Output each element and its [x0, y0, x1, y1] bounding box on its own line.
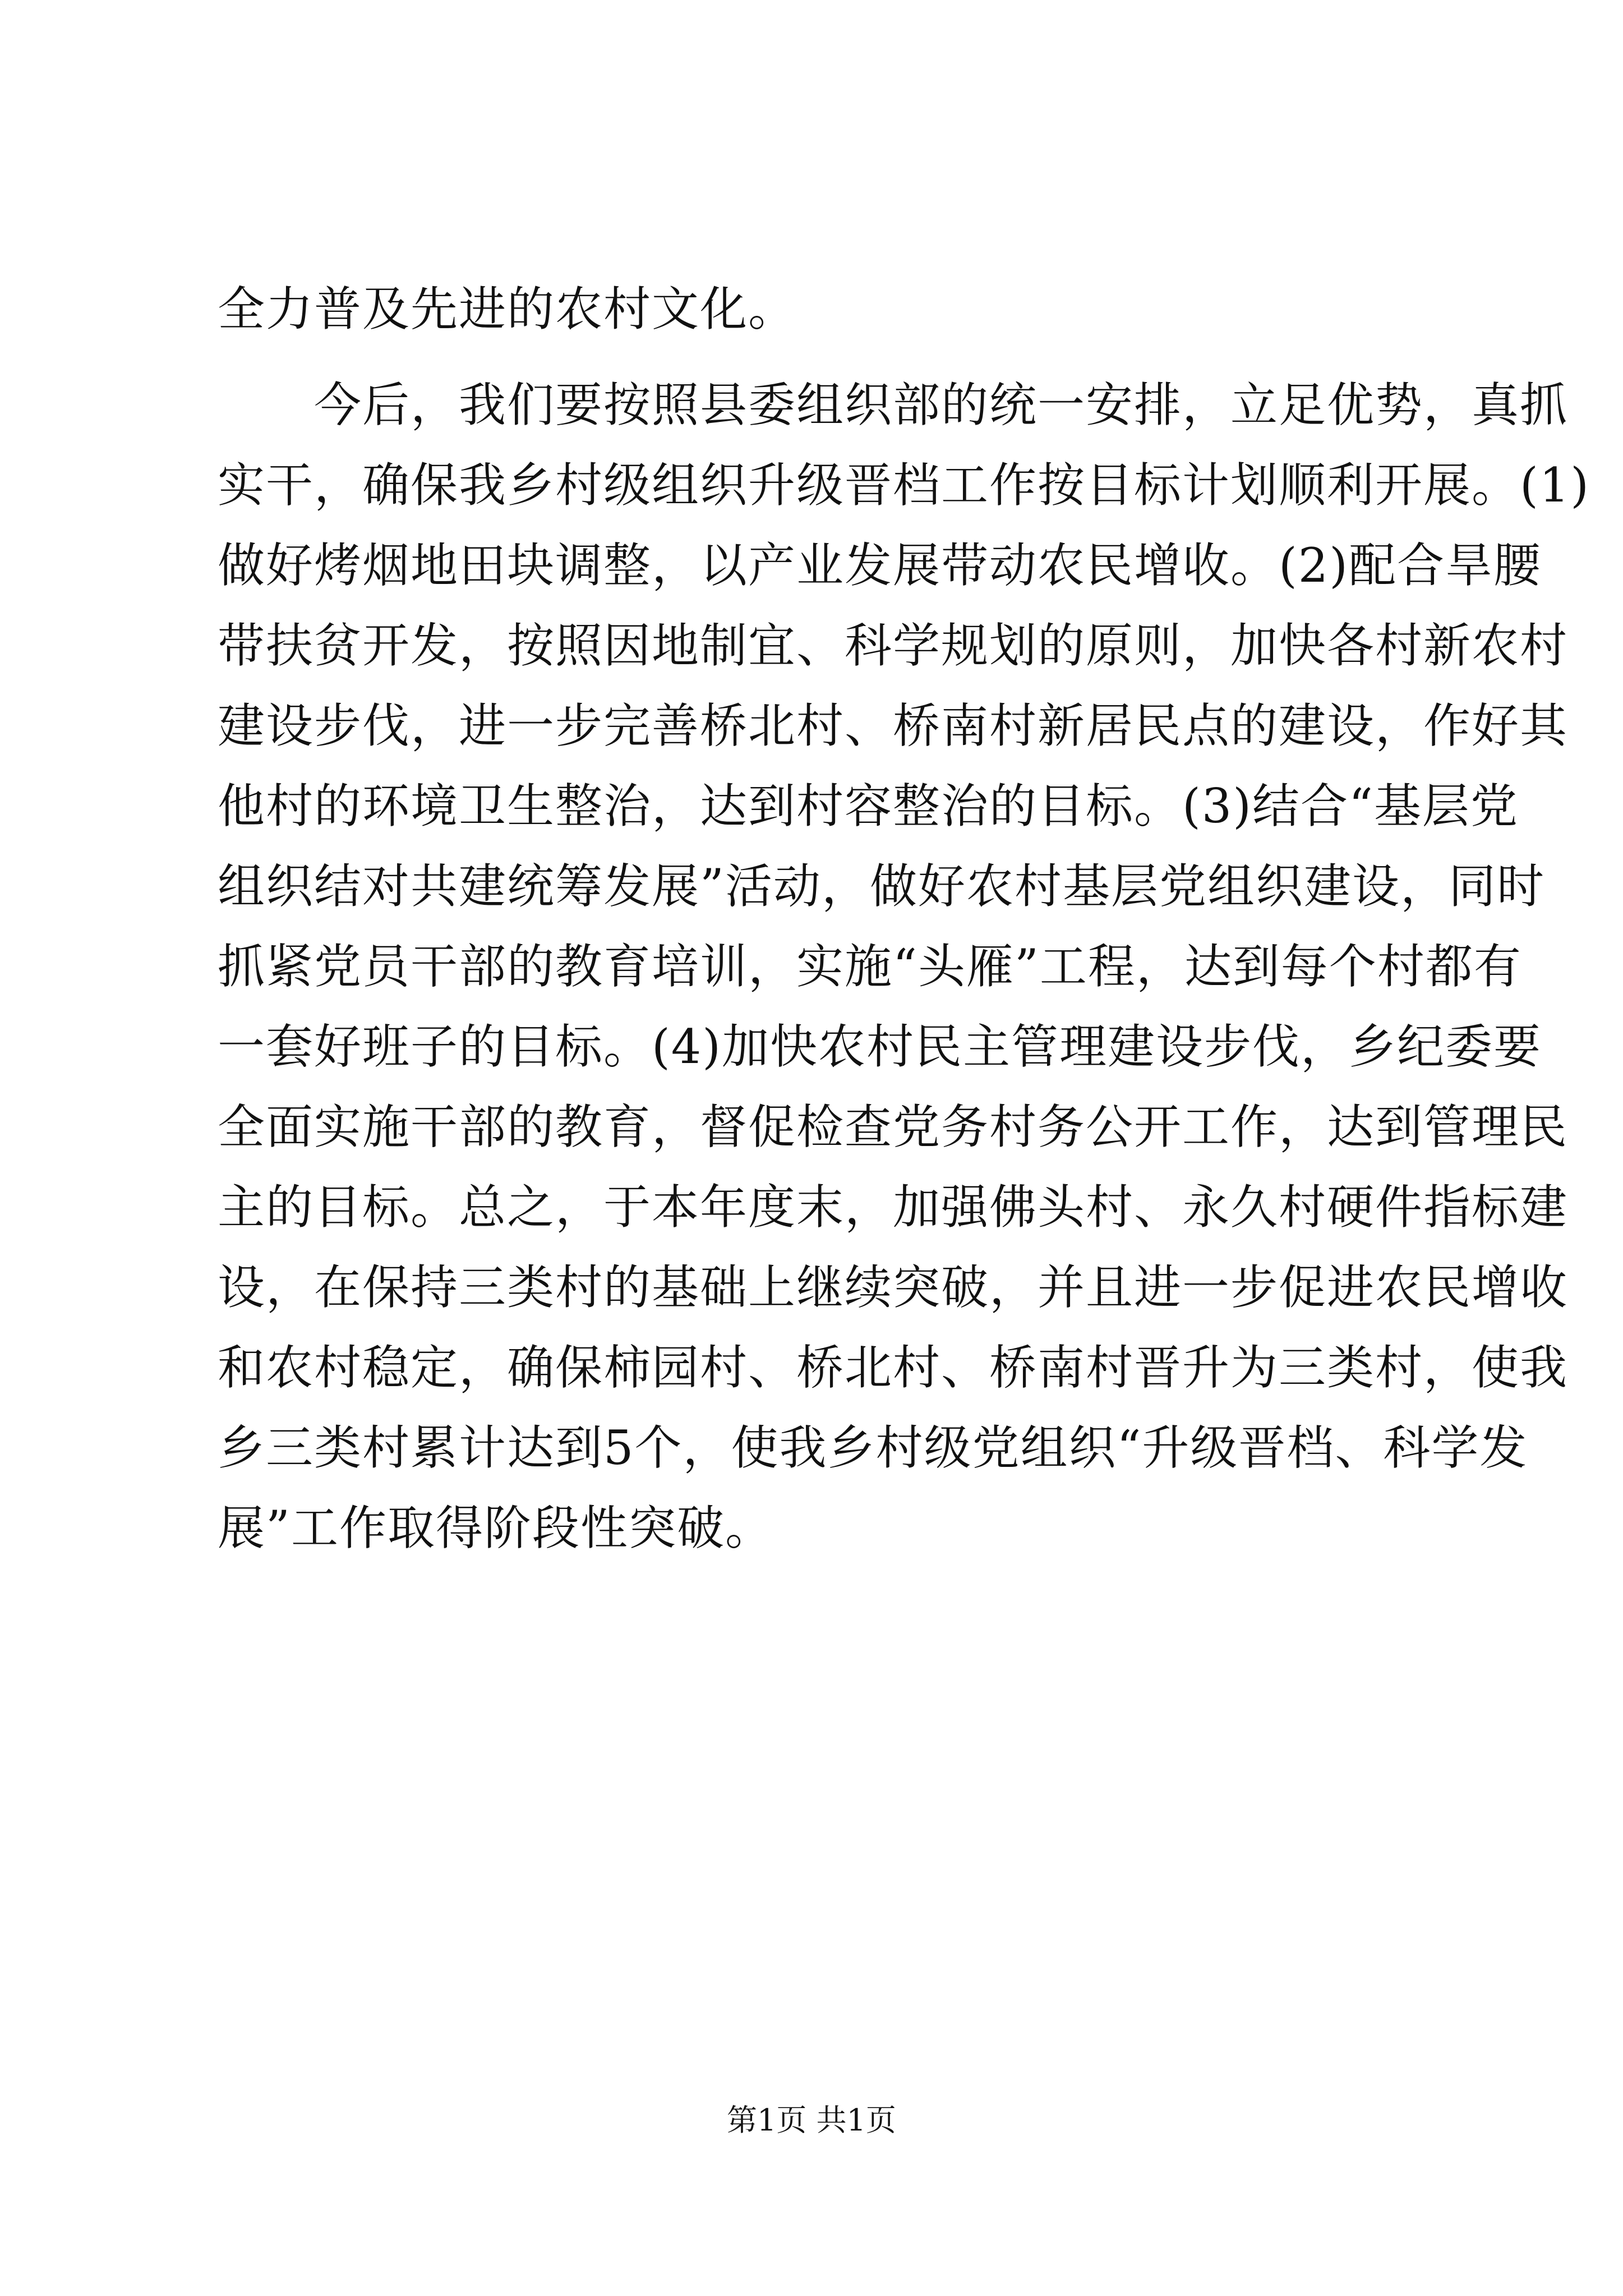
- body-line: 乡三类村累计达到5个，使我乡村级党组织“升级晋档、科学发: [218, 1420, 1528, 1475]
- page-footer: 第1页 共1页: [727, 2102, 896, 2138]
- body-line: 他村的环境卫生整治，达到村容整治的目标。(3)结合“基层党: [218, 779, 1519, 834]
- body-line: 做好烤烟地田块调整，以产业发展带动农民增收。(2)配合旱腰: [218, 538, 1542, 593]
- body-line: 展”工作取得阶段性突破。: [218, 1501, 773, 1556]
- document-body: [218, 269, 1590, 1568]
- body-line: 全力普及先进的农村文化。: [218, 282, 797, 337]
- body-line: 抓紧党员干部的教育培训，实施“头雁”工程，达到每个村都有: [218, 939, 1522, 994]
- body-line: 组织结对共建统筹发展”活动，做好农村基层党组织建设，同时: [218, 859, 1545, 914]
- body-line: 全面实施干部的教育，督促检查党务村务公开工作，达到管理民: [218, 1099, 1569, 1154]
- body-line: 建设步伐，进一步完善桥北村、桥南村新居民点的建设，作好其: [218, 698, 1569, 753]
- body-line: 今后，我们要按照县委组织部的统一安排，立足优势，真抓: [218, 378, 1569, 432]
- body-line: 一套好班子的目标。(4)加快农村民主管理建设步伐，乡纪委要: [218, 1019, 1542, 1074]
- body-line: 主的目标。总之，于本年度末，加强佛头村、永久村硬件指标建: [218, 1180, 1569, 1235]
- body-line: 设，在保持三类村的基础上继续突破，并且进一步促进农民增收: [218, 1260, 1569, 1315]
- body-line: 带扶贫开发，按照因地制宜、科学规划的原则，加快各村新农村: [218, 618, 1569, 673]
- body-line: 和农村稳定，确保柿园村、桥北村、桥南村晋升为三类村，使我: [218, 1340, 1569, 1395]
- body-line: 实干，确保我乡村级组织升级晋档工作按目标计划顺利开展。(1): [218, 458, 1590, 513]
